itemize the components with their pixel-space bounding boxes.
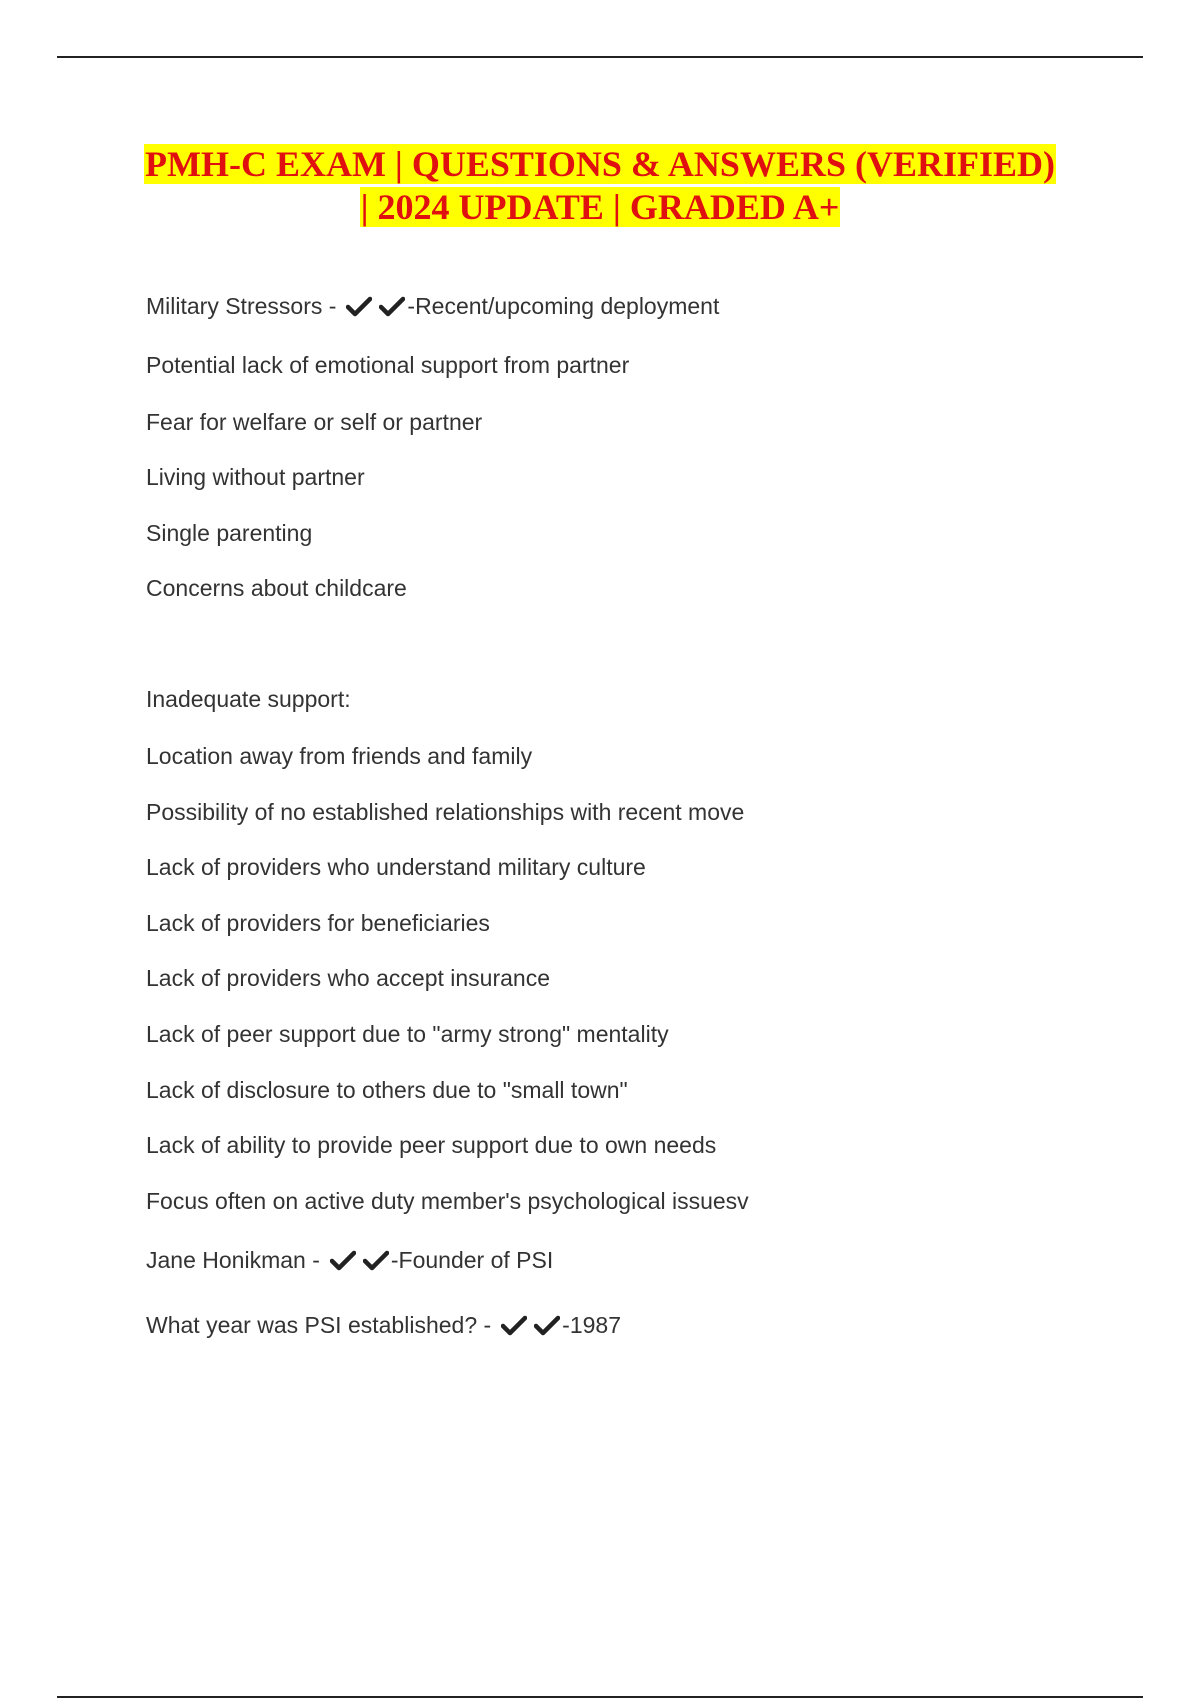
title-line-2: | 2024 UPDATE | GRADED A+ bbox=[360, 187, 840, 227]
qa-military-stressors bbox=[146, 292, 719, 320]
checkmark-icon bbox=[346, 295, 372, 317]
top-rule bbox=[57, 56, 1143, 58]
question-text: Military Stressors - bbox=[146, 293, 337, 319]
list-item: Single parenting bbox=[146, 520, 313, 546]
checkmark-icon bbox=[363, 1249, 389, 1271]
answer-checks bbox=[346, 292, 407, 320]
bottom-rule bbox=[57, 1696, 1143, 1698]
list-item: Lack of providers who accept insurance bbox=[146, 965, 550, 991]
answer-text: -1987 bbox=[562, 1312, 621, 1338]
list-item: Lack of peer support due to "army strong" mentality bbox=[146, 1021, 669, 1047]
list-item: Potential lack of emotional support from partner bbox=[146, 352, 630, 378]
document-title bbox=[100, 143, 1100, 229]
title-line-1: PMH-C EXAM | QUESTIONS & ANSWERS (VERIFIED) bbox=[144, 144, 1055, 184]
list-item: Possibility of no established relationships with recent move bbox=[146, 799, 745, 825]
checkmark-icon bbox=[330, 1249, 356, 1271]
list-item: Concerns about childcare bbox=[146, 575, 407, 601]
list-item: Living without partner bbox=[146, 464, 365, 490]
qa-psi-established bbox=[146, 1311, 621, 1339]
qa-jane-honikman bbox=[146, 1246, 553, 1274]
list-item: Lack of disclosure to others due to "small town" bbox=[146, 1077, 628, 1103]
list-item: Location away from friends and family bbox=[146, 743, 533, 769]
section-heading: Inadequate support: bbox=[146, 686, 351, 712]
answer-checks bbox=[501, 1311, 562, 1339]
answer-text: -Founder of PSI bbox=[390, 1247, 554, 1273]
list-item: Lack of ability to provide peer support due to own needs bbox=[146, 1132, 717, 1158]
list-item: Lack of providers for beneficiaries bbox=[146, 910, 490, 936]
checkmark-icon bbox=[379, 295, 405, 317]
question-text: Jane Honikman - bbox=[146, 1247, 320, 1273]
answer-checks bbox=[330, 1246, 391, 1274]
answer-text: -Recent/upcoming deployment bbox=[407, 293, 720, 319]
list-item: Lack of providers who understand military culture bbox=[146, 854, 646, 880]
list-item: Fear for welfare or self or partner bbox=[146, 409, 483, 435]
list-item: Focus often on active duty member's psychological issuesv bbox=[146, 1188, 749, 1214]
question-text: What year was PSI established? - bbox=[146, 1312, 492, 1338]
checkmark-icon bbox=[501, 1314, 527, 1336]
checkmark-icon bbox=[534, 1314, 560, 1336]
